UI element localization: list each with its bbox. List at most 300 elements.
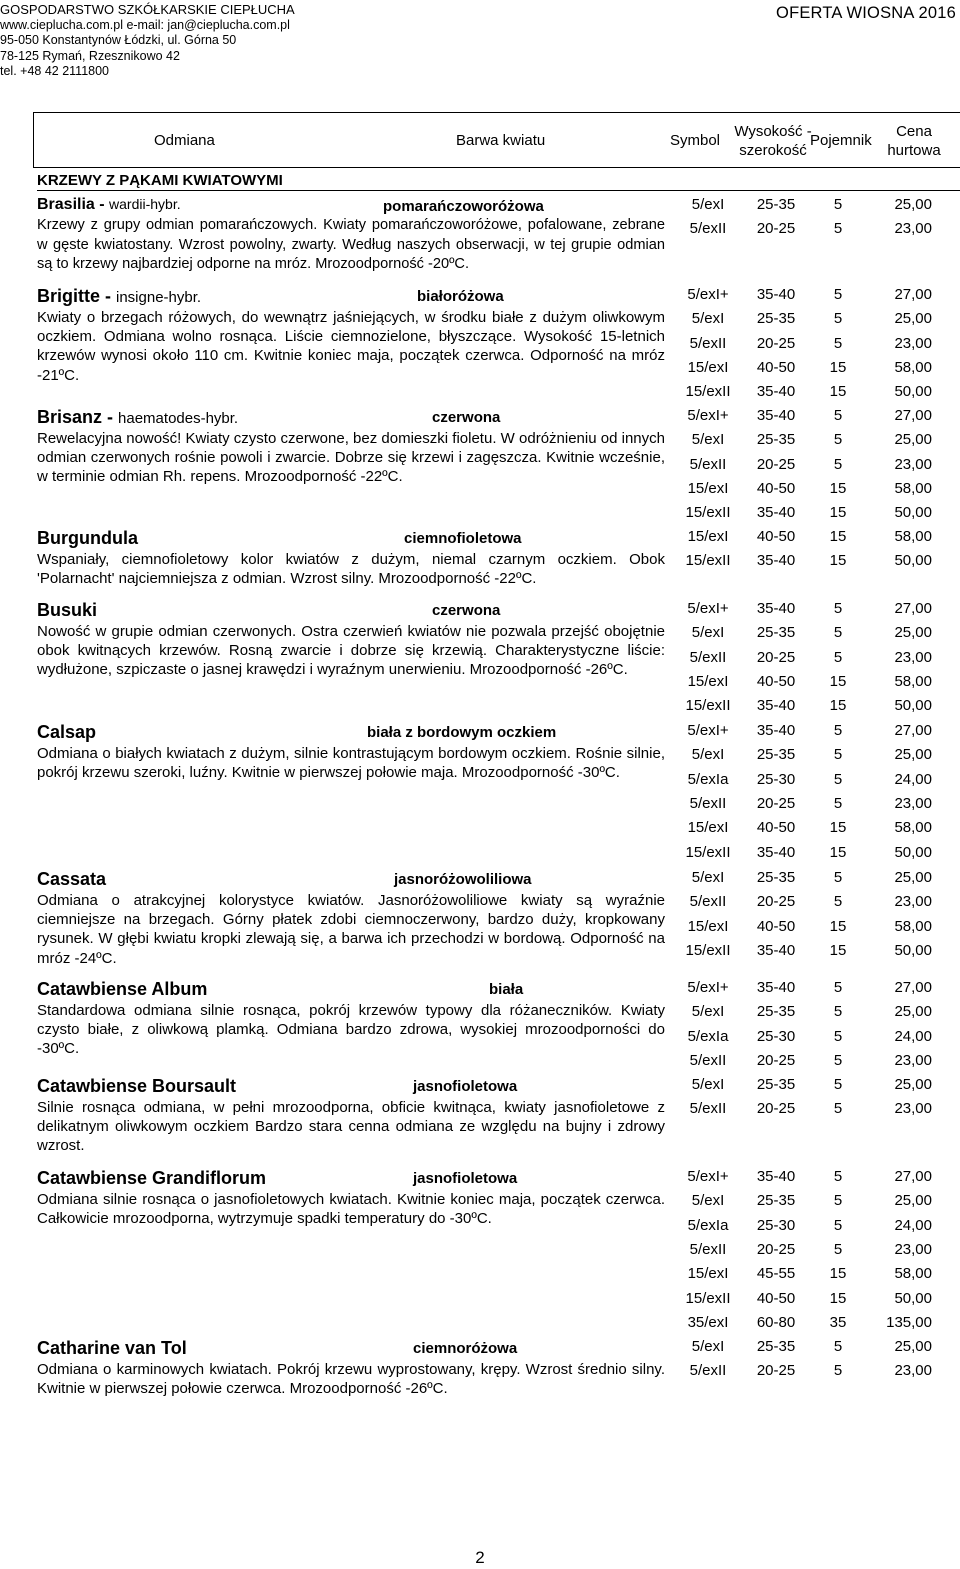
variety-group: wardii-hybr. — [109, 196, 181, 212]
price-symbol: 5/exII — [689, 220, 727, 238]
price-height: 25-35 — [756, 869, 796, 886]
variety-name-text: Calsap — [37, 722, 97, 742]
price-value: 58,00 — [894, 819, 932, 837]
price-container: 15 — [829, 552, 847, 570]
entry-head — [37, 196, 665, 216]
flower-color: ciemnofioletowa — [404, 530, 522, 547]
col-wysokosc-line2: szerokość — [739, 142, 807, 159]
price-symbol: 5/exIa — [687, 770, 729, 788]
variety-description: Nowość w grupie odmian czerwonych. Ostra czerwień kwiatów nie pozwala przejść obojętnie obok kwitnących krzewów. Rosną zwarcie i dobrze się krzewią. Charakterystyczne liście: wydłużone, szpiczaste o jasnej krawędzi i wyraźnym unerwieniu. Mrozoodporność -26ºC. — [37, 623, 665, 679]
price-symbol: 15/exI — [687, 917, 729, 935]
entry-head — [37, 600, 665, 622]
price-symbol: 5/exI — [691, 624, 725, 642]
variety-name-text: Brisanz - — [37, 407, 119, 427]
price-container: 5 — [833, 310, 843, 328]
price-value: 27,00 — [894, 600, 932, 617]
price-row — [670, 1314, 960, 1338]
price-row — [670, 918, 960, 942]
price-row — [670, 286, 960, 310]
price-value: 25,00 — [894, 1338, 932, 1355]
plant-entry — [37, 869, 665, 968]
flower-color: biała — [489, 981, 524, 998]
company-address-1: 95-050 Konstantynów Łódzki, ul. Górna 50 — [0, 33, 237, 48]
price-symbol: 5/exII — [689, 1100, 727, 1118]
price-container: 15 — [829, 843, 847, 861]
variety-name — [37, 286, 201, 307]
variety-name — [37, 979, 207, 1000]
price-height: 40-50 — [756, 819, 796, 837]
price-symbol: 15/exI — [687, 358, 729, 376]
price-container: 35 — [829, 1313, 847, 1331]
price-value: 27,00 — [894, 979, 932, 996]
company-address-2: 78-125 Rymań, Rzesznikowo 42 — [0, 48, 180, 63]
flower-color: pomarańczoworóżowa — [383, 198, 544, 215]
price-container: 5 — [833, 770, 843, 788]
price-container: 5 — [833, 1003, 843, 1021]
variety-name — [37, 1076, 236, 1097]
price-row — [670, 624, 960, 648]
price-container: 5 — [833, 794, 843, 812]
price-symbol: 5/exI+ — [687, 286, 729, 303]
price-row — [670, 359, 960, 383]
price-value: 58,00 — [894, 528, 932, 545]
price-row — [670, 649, 960, 673]
price-row — [670, 1052, 960, 1076]
price-container: 5 — [833, 1168, 843, 1185]
price-value: 23,00 — [894, 893, 932, 911]
col-symbol: Symbol — [670, 132, 721, 149]
price-container: 5 — [833, 1027, 843, 1045]
variety-name-text: Brasilia - — [37, 196, 110, 213]
column-header — [33, 112, 960, 168]
price-value: 23,00 — [894, 334, 932, 352]
price-value: 27,00 — [894, 407, 932, 424]
price-symbol: 15/exI — [687, 479, 729, 497]
price-height: 35-40 — [756, 552, 796, 570]
price-container: 15 — [829, 941, 847, 959]
price-row — [670, 673, 960, 697]
price-height: 60-80 — [756, 1313, 796, 1331]
price-symbol: 5/exI — [691, 1076, 725, 1093]
price-container: 5 — [833, 600, 843, 617]
price-value: 25,00 — [894, 624, 932, 642]
price-value: 27,00 — [894, 286, 932, 303]
price-row — [670, 1192, 960, 1216]
price-symbol: 5/exII — [689, 648, 727, 666]
price-symbol: 5/exII — [689, 794, 727, 812]
price-value: 58,00 — [894, 479, 932, 497]
price-symbol: 5/exIa — [687, 1027, 729, 1045]
col-odmiana: Odmiana — [154, 132, 215, 149]
price-value: 25,00 — [894, 1192, 932, 1210]
price-height: 25-35 — [756, 1003, 796, 1021]
price-container: 5 — [833, 1338, 843, 1355]
price-height: 25-35 — [756, 624, 796, 642]
variety-name-text: Catharine van Tol — [37, 1338, 187, 1358]
price-row — [670, 504, 960, 528]
price-container: 15 — [829, 917, 847, 935]
price-symbol: 15/exI — [687, 672, 729, 690]
price-value: 50,00 — [894, 843, 932, 861]
price-container: 5 — [833, 286, 843, 303]
price-symbol: 5/exI — [691, 1003, 725, 1021]
price-value: 50,00 — [894, 383, 932, 401]
price-symbol: 15/exII — [685, 843, 731, 861]
price-row — [670, 942, 960, 966]
price-row — [670, 600, 960, 624]
variety-name — [37, 600, 97, 621]
price-value: 50,00 — [894, 552, 932, 570]
variety-name-text: Burgundula — [37, 528, 138, 548]
col-cena-line2: hurtowa — [887, 142, 941, 159]
price-row — [670, 456, 960, 480]
price-value: 24,00 — [894, 770, 932, 788]
price-height: 35-40 — [756, 979, 796, 996]
price-row — [670, 1100, 960, 1124]
price-row — [670, 771, 960, 795]
variety-name — [37, 528, 138, 549]
price-value: 135,00 — [886, 1313, 932, 1331]
price-value: 23,00 — [894, 455, 932, 473]
price-height: 20-25 — [756, 1240, 796, 1258]
price-row — [670, 819, 960, 843]
price-value: 25,00 — [894, 431, 932, 449]
entry-head — [37, 979, 665, 1001]
price-value: 58,00 — [894, 1265, 932, 1283]
price-row — [670, 893, 960, 917]
price-value: 25,00 — [894, 869, 932, 886]
price-container: 15 — [829, 528, 847, 545]
price-symbol: 5/exI+ — [687, 407, 729, 424]
price-height: 35-40 — [756, 286, 796, 303]
price-value: 25,00 — [894, 310, 932, 328]
plant-entry — [37, 722, 665, 782]
price-symbol: 15/exII — [685, 383, 731, 401]
price-symbol: 15/exII — [685, 552, 731, 570]
price-container: 5 — [833, 746, 843, 764]
price-row — [670, 1265, 960, 1289]
price-symbol: 5/exII — [689, 1051, 727, 1069]
price-height: 35-40 — [756, 722, 796, 739]
plant-entry — [37, 979, 665, 1059]
entry-head — [37, 528, 665, 550]
price-container: 15 — [829, 504, 847, 522]
variety-name — [37, 722, 96, 743]
price-row — [670, 844, 960, 868]
variety-group: haematodes-hybr. — [118, 410, 239, 427]
variety-description: Rewelacyjna nowość! Kwiaty czysto czerwone, bez domieszki fioletu. W odróżnieniu od innych odmian czerwonych rośnie powoli i zwarcie. Dobrze się krzewi i zagęszcza. Kwitnie wcześnie, w terminie odmian Rh. repens. Mrozoodporność -22ºC. — [37, 430, 665, 486]
price-height: 25-35 — [756, 310, 796, 328]
price-value: 23,00 — [894, 1240, 932, 1258]
price-symbol: 5/exI+ — [687, 722, 729, 739]
price-row — [670, 1217, 960, 1241]
price-symbol: 15/exI — [687, 528, 729, 545]
variety-description: Standardowa odmiana silnie rosnąca, pokrój krzewów typowy dla różaneczników. Kwiaty czysto białe, z oliwkową plamką. Odmiana bardzo zdrowa, wysokiej mrozoodporności do -30ºC. — [37, 1002, 665, 1058]
variety-name-text: Catawbiense Album — [37, 979, 208, 999]
price-height: 35-40 — [756, 697, 796, 715]
entry-head — [37, 1076, 665, 1098]
price-symbol: 5/exII — [689, 1362, 727, 1380]
price-height: 25-35 — [756, 1076, 796, 1093]
price-value: 25,00 — [894, 746, 932, 764]
price-symbol: 5/exIa — [687, 1216, 729, 1234]
price-value: 24,00 — [894, 1216, 932, 1234]
variety-description: Wspaniały, ciemnofioletowy kolor kwiatów z dużym, niemal czarnym oczkiem. Obok 'Polarnacht' najciemniejsza z odmian. Wzrost silny. Mrozoodporność -22ºC. — [37, 551, 665, 588]
variety-name — [37, 1168, 266, 1189]
price-height: 40-50 — [756, 479, 796, 497]
price-row — [670, 1168, 960, 1192]
price-container: 5 — [833, 869, 843, 886]
price-container: 5 — [833, 1362, 843, 1380]
price-symbol: 5/exII — [689, 1240, 727, 1258]
price-row — [670, 1028, 960, 1052]
variety-description: Kwiaty o brzegach różowych, do wewnątrz jaśniejących, w środku białe z dużym oliwkowym oczkiem. Odmiana wolno rosnąca. Liście ciemnozielone, błyszczące. Wysokość 15-letnich krzewów wynosi około 110 cm. Kwitnie koniec maja, początek czerwca. Odporność na mróz -21ºC. — [37, 309, 665, 384]
price-symbol: 5/exI — [691, 196, 725, 213]
price-value: 23,00 — [894, 1362, 932, 1380]
price-symbol: 15/exII — [685, 1289, 731, 1307]
variety-name — [37, 869, 106, 890]
price-container: 5 — [833, 722, 843, 739]
price-container: 15 — [829, 672, 847, 690]
price-symbol: 5/exI — [691, 869, 725, 886]
company-name: GOSPODARSTWO SZKÓŁKARSKIE CIEPŁUCHA — [0, 2, 295, 17]
price-container: 5 — [833, 893, 843, 911]
variety-description: Odmiana silnie rosnąca o jasnofioletowych kwiatach. Kwitnie koniec maja, początek czerwca. Całkowicie mrozoodporna, wytrzymuje spadki temperatury do -30ºC. — [37, 1191, 665, 1228]
flower-color: jasnoróżowoliliowa — [394, 871, 532, 888]
price-value: 25,00 — [894, 1076, 932, 1093]
flower-color: biała z bordowym oczkiem — [367, 724, 557, 741]
price-value: 27,00 — [894, 1168, 932, 1185]
price-height: 25-30 — [756, 1216, 796, 1234]
col-cena — [882, 122, 946, 160]
price-symbol: 5/exII — [689, 334, 727, 352]
price-container: 15 — [829, 697, 847, 715]
price-row — [670, 383, 960, 407]
price-symbol: 5/exI+ — [687, 1168, 729, 1185]
price-container: 5 — [833, 1240, 843, 1258]
price-container: 5 — [833, 648, 843, 666]
col-barwa: Barwa kwiatu — [456, 132, 546, 149]
price-symbol: 5/exI — [691, 431, 725, 449]
price-height: 45-55 — [756, 1265, 796, 1283]
price-container: 15 — [829, 383, 847, 401]
entry-head — [37, 407, 665, 429]
price-row — [670, 746, 960, 770]
price-value: 25,00 — [894, 196, 932, 213]
price-row — [670, 1290, 960, 1314]
price-height: 35-40 — [756, 600, 796, 617]
price-container: 5 — [833, 979, 843, 996]
price-container: 5 — [833, 1051, 843, 1069]
price-value: 23,00 — [894, 648, 932, 666]
price-value: 50,00 — [894, 941, 932, 959]
price-height: 25-35 — [756, 196, 796, 213]
price-value: 23,00 — [894, 794, 932, 812]
price-symbol: 5/exI — [691, 310, 725, 328]
price-container: 5 — [833, 196, 843, 213]
flower-color: białoróżowa — [417, 288, 504, 305]
price-height: 20-25 — [756, 794, 796, 812]
price-container: 15 — [829, 1289, 847, 1307]
plant-entry — [37, 1076, 665, 1156]
price-container: 5 — [833, 1100, 843, 1118]
price-symbol: 35/exI — [687, 1313, 729, 1331]
variety-description: Odmiana o karminowych kwiatach. Pokrój krzewu wyprostowany, krępy. Wzrost średnio silny. Kwitnie w pierwszej połowie czerwca. Mrozoodporność -26ºC. — [37, 1361, 665, 1398]
price-height: 25-30 — [756, 1027, 796, 1045]
price-value: 23,00 — [894, 1051, 932, 1069]
variety-name — [37, 407, 238, 428]
price-row — [670, 869, 960, 893]
price-height: 35-40 — [756, 504, 796, 522]
variety-name-text: Cassata — [37, 869, 107, 889]
price-symbol: 5/exII — [689, 893, 727, 911]
price-row — [670, 1003, 960, 1027]
col-cena-line1: Cena — [896, 123, 932, 140]
price-height: 20-25 — [756, 334, 796, 352]
price-container: 5 — [833, 1192, 843, 1210]
price-height: 35-40 — [756, 843, 796, 861]
category-heading: KRZEWY Z PĄKAMI KWIATOWYMI — [37, 172, 960, 191]
price-height: 40-50 — [756, 528, 796, 545]
variety-description: Odmiana o atrakcyjnej kolorystyce kwiatów. Jasnoróżowoliliowe kwiaty są wyraźnie ciemniejsze na brzegach. Górny płatek zdobi ciemnoczerwony, bardzo duży, kropkowany rysunek. W głębi kwiatu kropki zlewają się, a barwa ich przechodzi w bordową. Odporność na mróz -24ºC. — [37, 892, 665, 967]
variety-name-text: Brigitte - — [37, 286, 116, 306]
price-container: 5 — [833, 1076, 843, 1093]
price-container: 15 — [829, 358, 847, 376]
variety-name — [37, 1338, 187, 1359]
entry-head — [37, 286, 665, 308]
price-row — [670, 1338, 960, 1362]
flower-color: czerwona — [432, 602, 501, 619]
flower-color: ciemnoróżowa — [413, 1340, 518, 1357]
price-container: 5 — [833, 334, 843, 352]
variety-name-text: Catawbiense Boursault — [37, 1076, 237, 1096]
price-height: 25-30 — [756, 770, 796, 788]
price-height: 25-35 — [756, 746, 796, 764]
price-symbol: 15/exII — [685, 941, 731, 959]
page-number: 2 — [475, 1548, 485, 1567]
company-header — [0, 2, 295, 80]
price-value: 50,00 — [894, 1289, 932, 1307]
price-height: 35-40 — [756, 941, 796, 959]
price-symbol: 15/exI — [687, 1265, 729, 1283]
price-height: 20-25 — [756, 648, 796, 666]
company-phone: tel. +48 42 2111800 — [0, 64, 110, 79]
price-container: 5 — [833, 455, 843, 473]
price-height: 20-25 — [756, 1362, 796, 1380]
price-height: 25-35 — [756, 431, 796, 449]
price-row — [670, 1241, 960, 1265]
price-symbol: 15/exI — [687, 819, 729, 837]
company-contact: www.cieplucha.com.pl e-mail: jan@cieplucha.com.pl — [0, 17, 290, 32]
price-height: 35-40 — [756, 383, 796, 401]
col-wysokosc-line1: Wysokość - — [734, 123, 812, 140]
price-container: 15 — [829, 819, 847, 837]
price-row — [670, 552, 960, 576]
price-container: 5 — [833, 1216, 843, 1234]
variety-group: insigne-hybr. — [116, 289, 202, 306]
variety-name-text: Busuki — [37, 600, 98, 620]
price-row — [670, 310, 960, 334]
price-symbol: 5/exII — [689, 455, 727, 473]
price-value: 58,00 — [894, 917, 932, 935]
price-row — [670, 722, 960, 746]
price-row — [670, 1362, 960, 1386]
flower-color: jasnofioletowa — [413, 1170, 518, 1187]
price-row — [670, 979, 960, 1003]
price-value: 23,00 — [894, 1100, 932, 1118]
price-height: 40-50 — [756, 1289, 796, 1307]
plant-entry — [37, 600, 665, 680]
variety-name-text: Catawbiense Grandiflorum — [37, 1168, 267, 1188]
price-value: 23,00 — [894, 220, 932, 238]
price-symbol: 5/exI — [691, 1192, 725, 1210]
price-height: 35-40 — [756, 407, 796, 424]
col-pojemnik: Pojemnik — [810, 132, 872, 149]
plant-entry — [37, 528, 665, 588]
price-row — [670, 480, 960, 504]
price-row — [670, 1076, 960, 1100]
price-value: 58,00 — [894, 672, 932, 690]
price-row — [670, 196, 960, 220]
price-value: 27,00 — [894, 722, 932, 739]
price-row — [670, 431, 960, 455]
price-symbol: 15/exII — [685, 697, 731, 715]
plant-entry — [37, 196, 665, 275]
price-height: 20-25 — [756, 893, 796, 911]
entry-head — [37, 1338, 665, 1360]
price-row — [670, 795, 960, 819]
price-symbol: 5/exI+ — [687, 979, 729, 996]
price-height: 40-50 — [756, 672, 796, 690]
plant-entry — [37, 286, 665, 385]
variety-name — [37, 196, 181, 214]
flower-color: jasnofioletowa — [413, 1078, 518, 1095]
price-height: 40-50 — [756, 358, 796, 376]
price-value: 50,00 — [894, 504, 932, 522]
col-wysokosc — [728, 122, 818, 160]
price-row — [670, 335, 960, 359]
variety-description: Odmiana o białych kwiatach z dużym, silnie kontrastującym bordowym oczkiem. Rośnie silnie, pokrój krzewu szeroki, luźny. Kwitnie w pierwszej połowie maja. Mrozoodporność -30ºC. — [37, 745, 665, 782]
price-symbol: 5/exI+ — [687, 600, 729, 617]
price-row — [670, 697, 960, 721]
price-container: 5 — [833, 431, 843, 449]
flower-color: czerwona — [432, 409, 501, 426]
price-container: 5 — [833, 407, 843, 424]
price-height: 20-25 — [756, 1051, 796, 1069]
price-value: 50,00 — [894, 697, 932, 715]
entry-head — [37, 722, 665, 744]
entry-head — [37, 1168, 665, 1190]
variety-description: Krzewy z grupy odmian pomarańczowych. Kwiaty pomarańczoworóżowe, pofalowane, zebrane w gęste kwiatostany. Wzrost powolny, zwarty. Według naszych obserwacji, w tej grupie odmian są to krzewy najbardziej odporne na mróz. Mrozoodporność -20ºC. — [37, 217, 665, 273]
price-row — [670, 220, 960, 244]
price-height: 25-35 — [756, 1338, 796, 1355]
entry-head — [37, 869, 665, 891]
price-symbol: 5/exI — [691, 746, 725, 764]
price-value: 24,00 — [894, 1027, 932, 1045]
price-height: 20-25 — [756, 1100, 796, 1118]
price-container: 5 — [833, 624, 843, 642]
variety-description: Silnie rosnąca odmiana, w pełni mrozoodporna, obficie kwitnąca, kwiaty jasnofioletowe z delikatnym oliwkowym oczkiem Bardzo stara cenna odmiana ze względu na bujny i zdrowy wzrost. — [37, 1099, 665, 1155]
plant-entry — [37, 1338, 665, 1398]
price-row — [670, 528, 960, 552]
offer-title: OFERTA WIOSNA 2016 — [776, 4, 956, 22]
price-value: 58,00 — [894, 358, 932, 376]
price-symbol: 15/exII — [685, 504, 731, 522]
plant-entry — [37, 407, 665, 487]
price-height: 40-50 — [756, 917, 796, 935]
price-symbol: 5/exI — [691, 1338, 725, 1355]
price-height: 35-40 — [756, 1168, 796, 1185]
